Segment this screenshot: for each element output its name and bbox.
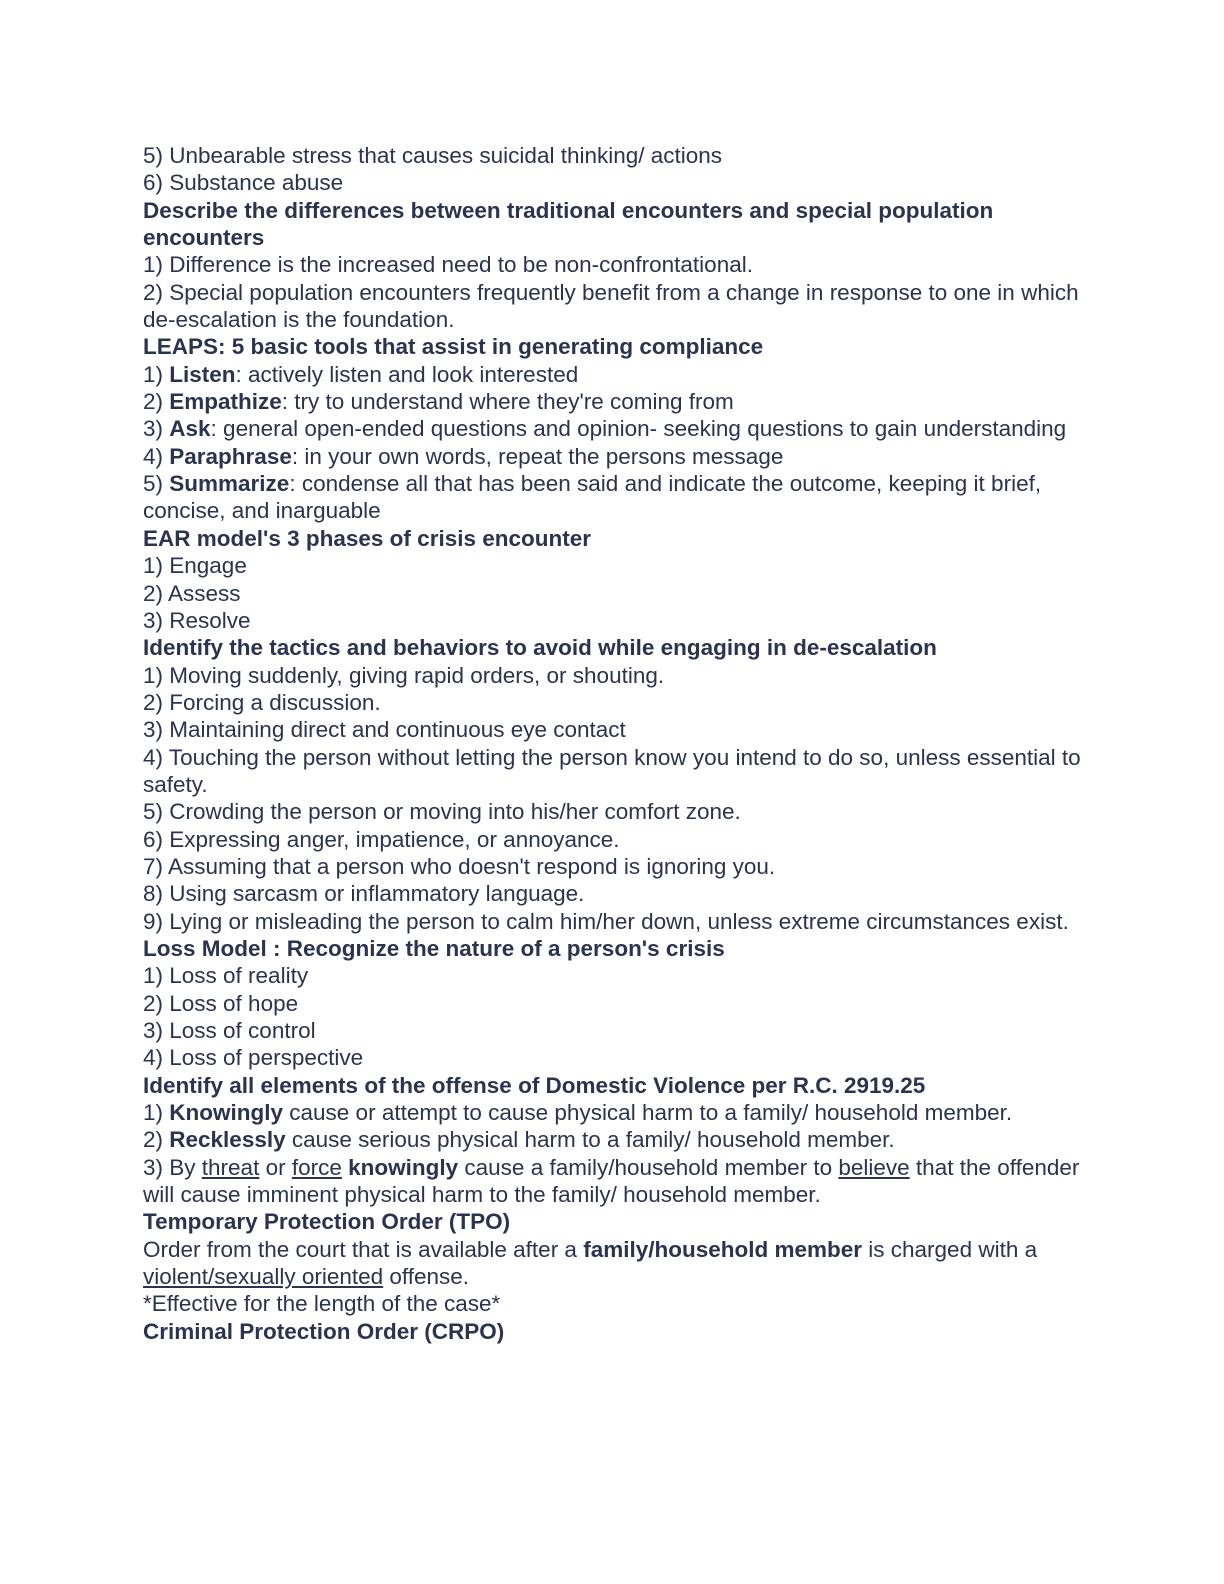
term: Empathize: [169, 389, 282, 415]
list-item: 4) Paraphrase: in your own words, repeat the persons message: [143, 443, 784, 469]
list-item: 5) Unbearable stress that causes suicidal thinking/ actions: [143, 143, 723, 168]
section-heading-leaps: LEAPS: 5 basic tools that assist in generating compliance: [143, 334, 764, 360]
list-item: 3) Loss of control: [143, 1018, 316, 1043]
term: Paraphrase: [169, 443, 292, 469]
note: *Effective for the length of the case*: [143, 1291, 501, 1317]
list-item: 5) Crowding the person or moving into his/her comfort zone.: [143, 799, 741, 825]
term: Listen: [169, 361, 236, 387]
underlined-term: violent/sexually oriented: [143, 1264, 384, 1290]
list-item: 1) Engage: [143, 553, 247, 579]
list-item: 7) Assuming that a person who doesn't respond is ignoring you.: [143, 853, 776, 879]
list-item: 9) Lying or misleading the person to calm him/her down, unless extreme circumstances exist.: [143, 908, 1069, 934]
list-item: 4) Touching the person without letting the person know you intend to do so, unless essential to safety.: [143, 744, 1081, 797]
list-item: 6) Substance abuse: [143, 170, 344, 196]
list-item: 3) Maintaining direct and continuous eye contact: [143, 717, 626, 743]
list-item: 4) Loss of perspective: [143, 1045, 364, 1071]
list-item: 3) Resolve: [143, 607, 251, 633]
list-item: 8) Using sarcasm or inflammatory language.: [143, 881, 585, 907]
list-item: 1) Loss of reality: [143, 963, 309, 989]
list-item: 2) Assess: [143, 580, 241, 606]
section-heading-crpo: Criminal Protection Order (CRPO): [143, 1318, 505, 1344]
section-heading-domestic-violence: Identify all elements of the offense of Domestic Violence per R.C. 2919.25: [143, 1072, 926, 1098]
underlined-term: force: [291, 1154, 342, 1180]
term: Summarize: [169, 471, 290, 497]
section-heading-avoid: Identify the tactics and behaviors to avoid while engaging in de-escalation: [143, 635, 937, 661]
list-item: 3) By threat or force knowingly cause a family/household member to believe that the offender will cause imminent physical harm to the family/ household member.: [143, 1154, 1080, 1208]
section-heading-ear-model: EAR model's 3 phases of crisis encounter: [143, 525, 591, 551]
document-page: [143, 142, 1083, 1345]
list-item: 2) Empathize: try to understand where they're coming from: [143, 389, 734, 415]
list-item: 2) Loss of hope: [143, 990, 299, 1016]
list-item: 2) Special population encounters frequently benefit from a change in response to one in which de-escalation is the foundation.: [143, 279, 1079, 333]
list-item: 5) Summarize: condense all that has been said and indicate the outcome, keeping it brief, concise, and inarguable: [143, 471, 1042, 524]
list-item: 1) Moving suddenly, giving rapid orders, or shouting.: [143, 662, 665, 688]
term: knowingly: [348, 1154, 459, 1180]
list-item: 2) Recklessly cause serious physical harm to a family/ household member.: [143, 1127, 895, 1153]
list-item: 1) Difference is the increased need to be non-confrontational.: [143, 252, 753, 278]
list-item: 6) Expressing anger, impatience, or annoyance.: [143, 826, 620, 852]
underlined-term: threat: [201, 1154, 260, 1180]
section-heading-loss-model: Loss Model : Recognize the nature of a person's crisis: [143, 935, 725, 961]
section-heading-tpo: Temporary Protection Order (TPO): [143, 1209, 511, 1235]
list-item: 1) Listen: actively listen and look interested: [143, 361, 579, 387]
list-item: 1) Knowingly cause or attempt to cause physical harm to a family/ household member.: [143, 1100, 1013, 1126]
paragraph: Order from the court that is available after a family/household member is charged with a violent/sexually oriented offense.: [143, 1236, 1038, 1290]
term: Recklessly: [169, 1127, 286, 1153]
term: family/household member: [583, 1236, 863, 1262]
term: Ask: [169, 416, 211, 442]
section-heading-differences: Describe the differences between traditional encounters and special population encounters: [143, 197, 994, 251]
list-item: 2) Forcing a discussion.: [143, 689, 381, 715]
list-item: 3) Ask: general open-ended questions and opinion- seeking questions to gain understanding: [143, 416, 1067, 442]
term: Knowingly: [169, 1100, 284, 1126]
underlined-term: believe: [838, 1154, 910, 1180]
